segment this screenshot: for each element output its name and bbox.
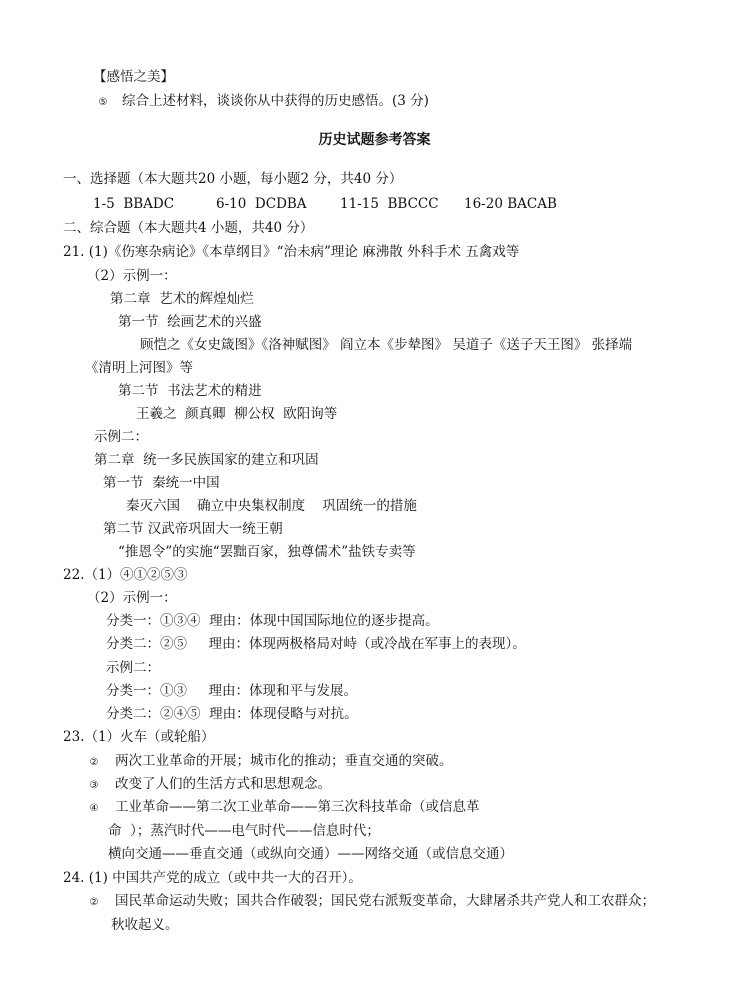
q22-line-7: 分类二：②④⑤ 理由：体现侵略与对抗。 (106, 706, 358, 722)
q21-line-9: 示例二： (94, 429, 148, 445)
q23-line-5: 命 ）；蒸汽时代——电气时代——信息时代； (108, 823, 380, 839)
q21-line-7: 第二节 书法艺术的精进 (118, 383, 262, 399)
q22-line-2: （2）示例一： (87, 590, 177, 606)
q21-line-10: 第二章 统一多民族国家的建立和巩固 (94, 452, 319, 468)
answer-group-3: 11-15 BBCCC (340, 196, 439, 212)
q21-line-13: 第二节 汉武帝巩固大一统王朝 (103, 521, 283, 537)
answer-group-2: 6-10 DCDBA (216, 196, 307, 212)
q21-line-5: 顾恺之《女史箴图》《洛神赋图》 阎立本《步辇图》 吴道子《送子天王图》 张择端 (140, 337, 633, 353)
question-line: ⑤ 综合上述材料，谈谈你从中获得的历史感悟。(3 分) (96, 92, 429, 112)
q21-line-11: 第一节 秦统一中国 (103, 475, 220, 491)
q22-line-1: 22.（1）④①②⑤③ (63, 567, 188, 583)
q23-marker-3: ③ (89, 780, 99, 791)
q23-line-4: ④ 工业革命——第二次工业革命——第三次科技革命（或信息革 (87, 798, 480, 818)
q23-line-3: ③ 改变了人们的生活方式和思想观念。 (87, 775, 331, 795)
q23-marker-4: ④ (89, 803, 99, 814)
q21-line-12: 秦灭六国 确立中央集权制度 巩固统一的措施 (126, 498, 417, 514)
q21-line-1: 21. (1)《伤寒杂病论》《本草纲目》“治未病”理论 麻沸散 外科手术 五禽戏等 (63, 244, 520, 260)
q22-line-6: 分类一：①③ 理由：体现和平与发展。 (106, 683, 357, 699)
answer-group-4: 16-20 BACAB (464, 196, 557, 212)
q21-line-8: 王羲之 颜真卿 柳公权 欧阳询等 (136, 406, 338, 422)
q24-line-3: 秋收起义。 (111, 917, 179, 933)
section-label: 【感悟之美】 (93, 69, 174, 85)
answer-group-1: 1-5 BBADC (93, 196, 175, 212)
q21-line-4: 第一节 绘画艺术的兴盛 (118, 314, 262, 330)
part1-heading: 一、选择题（本大题共20 小题，每小题2 分，共40 分） (63, 171, 403, 187)
q21-line-3: 第二章 艺术的辉煌灿烂 (110, 291, 254, 307)
page-title: 历史试题参考答案 (318, 132, 431, 148)
q24-line-2: ② 国民革命运动失败；国共合作破裂；国民党右派叛变革命，大肆屠杀共产党人和工农群众； (87, 892, 655, 912)
q22-line-4: 分类二：②⑤ 理由：体现两极格局对峙（或冷战在军事上的表现）。 (106, 636, 526, 652)
q23-line-1: 23.（1）火车（或轮船） (63, 729, 215, 745)
question-marker: ⑤ (98, 97, 108, 108)
q23-marker-2: ② (89, 757, 99, 768)
part2-heading: 二、综合题（本大题共4 小题，共40 分） (63, 220, 314, 236)
q24-marker-2: ② (89, 897, 99, 908)
q21-line-6: 《清明上河图》等 (85, 360, 193, 376)
q23-line-6: 横向交通——垂直交通（或纵向交通）——网络交通（或信息交通） (108, 846, 513, 862)
q21-line-14: “推恩令”的实施“罢黜百家，独尊儒术”盐铁专卖等 (118, 544, 416, 560)
q23-line-2: ② 两次工业革命的开展；城市化的推动；垂直交通的突破。 (87, 752, 453, 772)
q21-line-2: （2）示例一： (87, 268, 177, 284)
q22-line-3: 分类一：①③④ 理由：体现中国国际地位的逐步提高。 (106, 613, 439, 629)
q24-line-1: 24. (1) 中国共产党的成立（或中共一大的召开）。 (63, 870, 362, 886)
q22-line-5: 示例二： (106, 660, 160, 676)
